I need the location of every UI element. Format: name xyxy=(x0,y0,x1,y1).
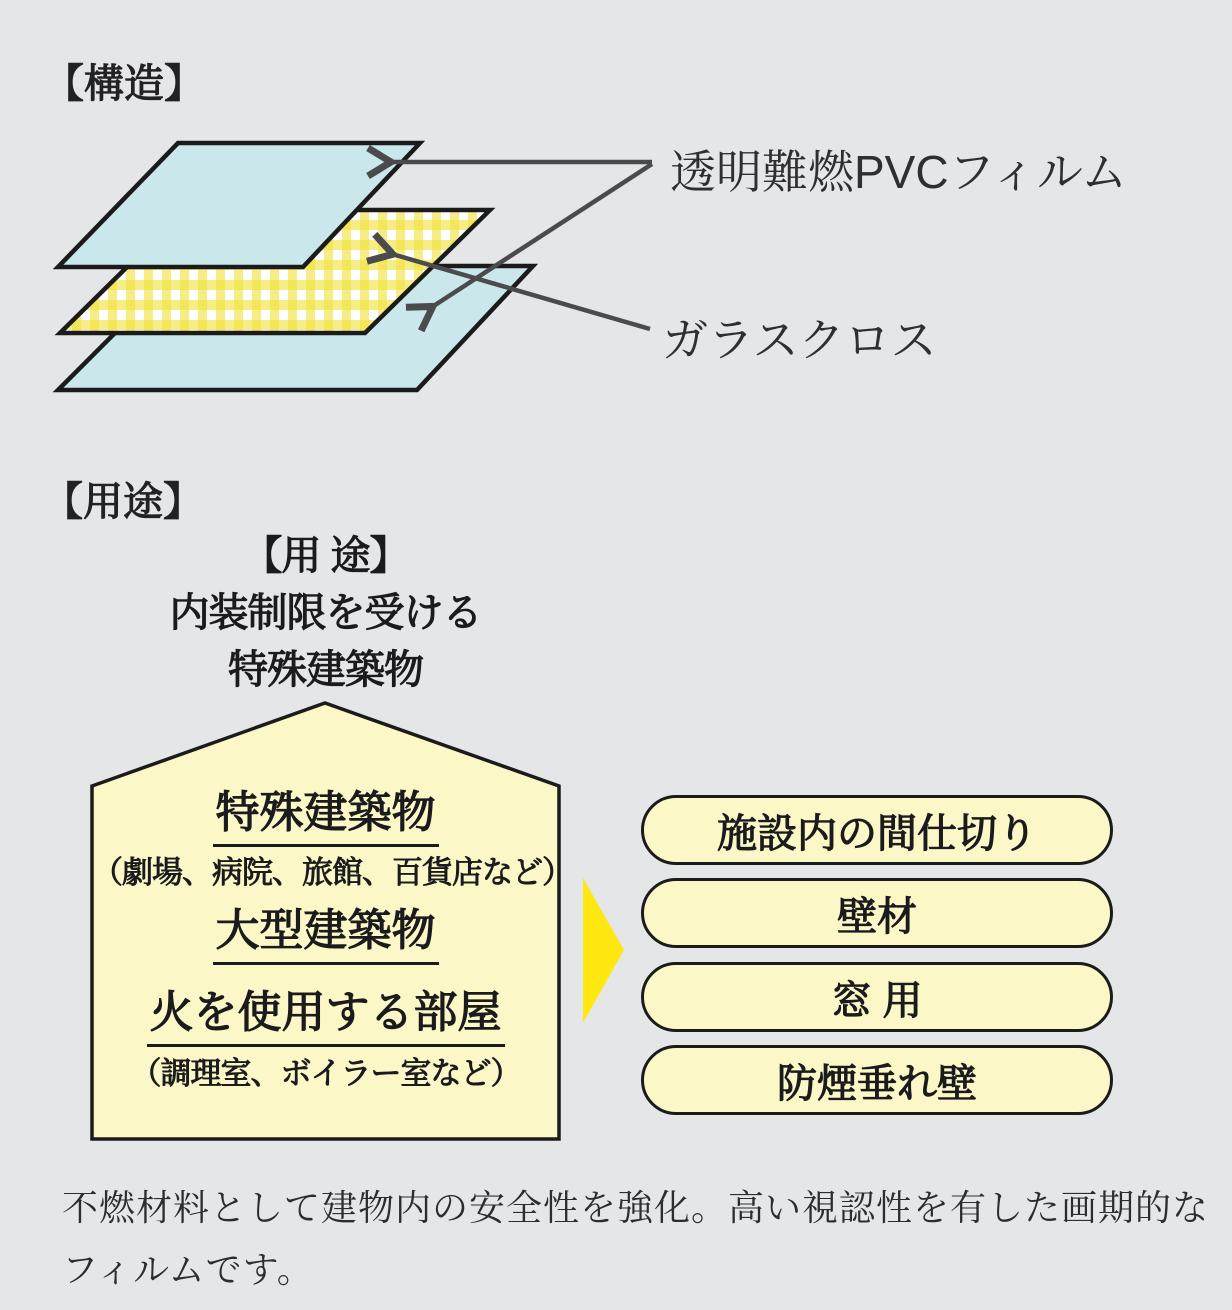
glass-cloth-label: ガラスクロス xyxy=(662,314,937,366)
house-item-fire-rooms-note: （調理室、ボイラー室など） xyxy=(130,1056,521,1091)
usage-header: 【用途】 xyxy=(43,480,203,524)
structure-header: 【構造】 xyxy=(44,62,204,106)
pvc-film-label: 透明難燃PVCフィルム xyxy=(670,146,1128,198)
pill-wall-material xyxy=(641,878,1113,948)
house-item-special-buildings-note: （劇場、病院、旅館、百貨店など） xyxy=(92,855,572,890)
house-item-fire-rooms xyxy=(92,988,559,1047)
house-item-label: 火を使用する部屋 xyxy=(147,988,505,1047)
usage-title-line2: 内装制限を受ける xyxy=(169,591,482,635)
usage-title-line1: 【用 途】 xyxy=(242,534,409,578)
house-item-large-buildings xyxy=(92,906,559,965)
house-item-label: 大型建築物 xyxy=(213,906,439,965)
pill-partition xyxy=(641,795,1113,865)
pill-label: 窓 用 xyxy=(831,978,923,1023)
pill-label: 壁材 xyxy=(837,894,917,939)
house-item-special-buildings xyxy=(92,788,559,847)
usage-title-line3: 特殊建築物 xyxy=(228,648,423,692)
footer-text-line2: フィルムです。 xyxy=(62,1249,314,1290)
pill-window xyxy=(641,962,1113,1032)
pill-label: 防煙垂れ壁 xyxy=(777,1061,977,1106)
pill-smoke-barrier xyxy=(641,1045,1113,1115)
yellow-arrow xyxy=(583,878,624,1023)
footer-text-line1: 不燃材料として建物内の安全性を強化。高い視認性を有した画期的な xyxy=(62,1187,1210,1228)
layer-stack-diagram xyxy=(58,143,652,390)
house-item-label: 特殊建築物 xyxy=(213,788,439,847)
pill-label: 施設内の間仕切り xyxy=(717,811,1037,856)
usage-title-block xyxy=(92,528,559,699)
